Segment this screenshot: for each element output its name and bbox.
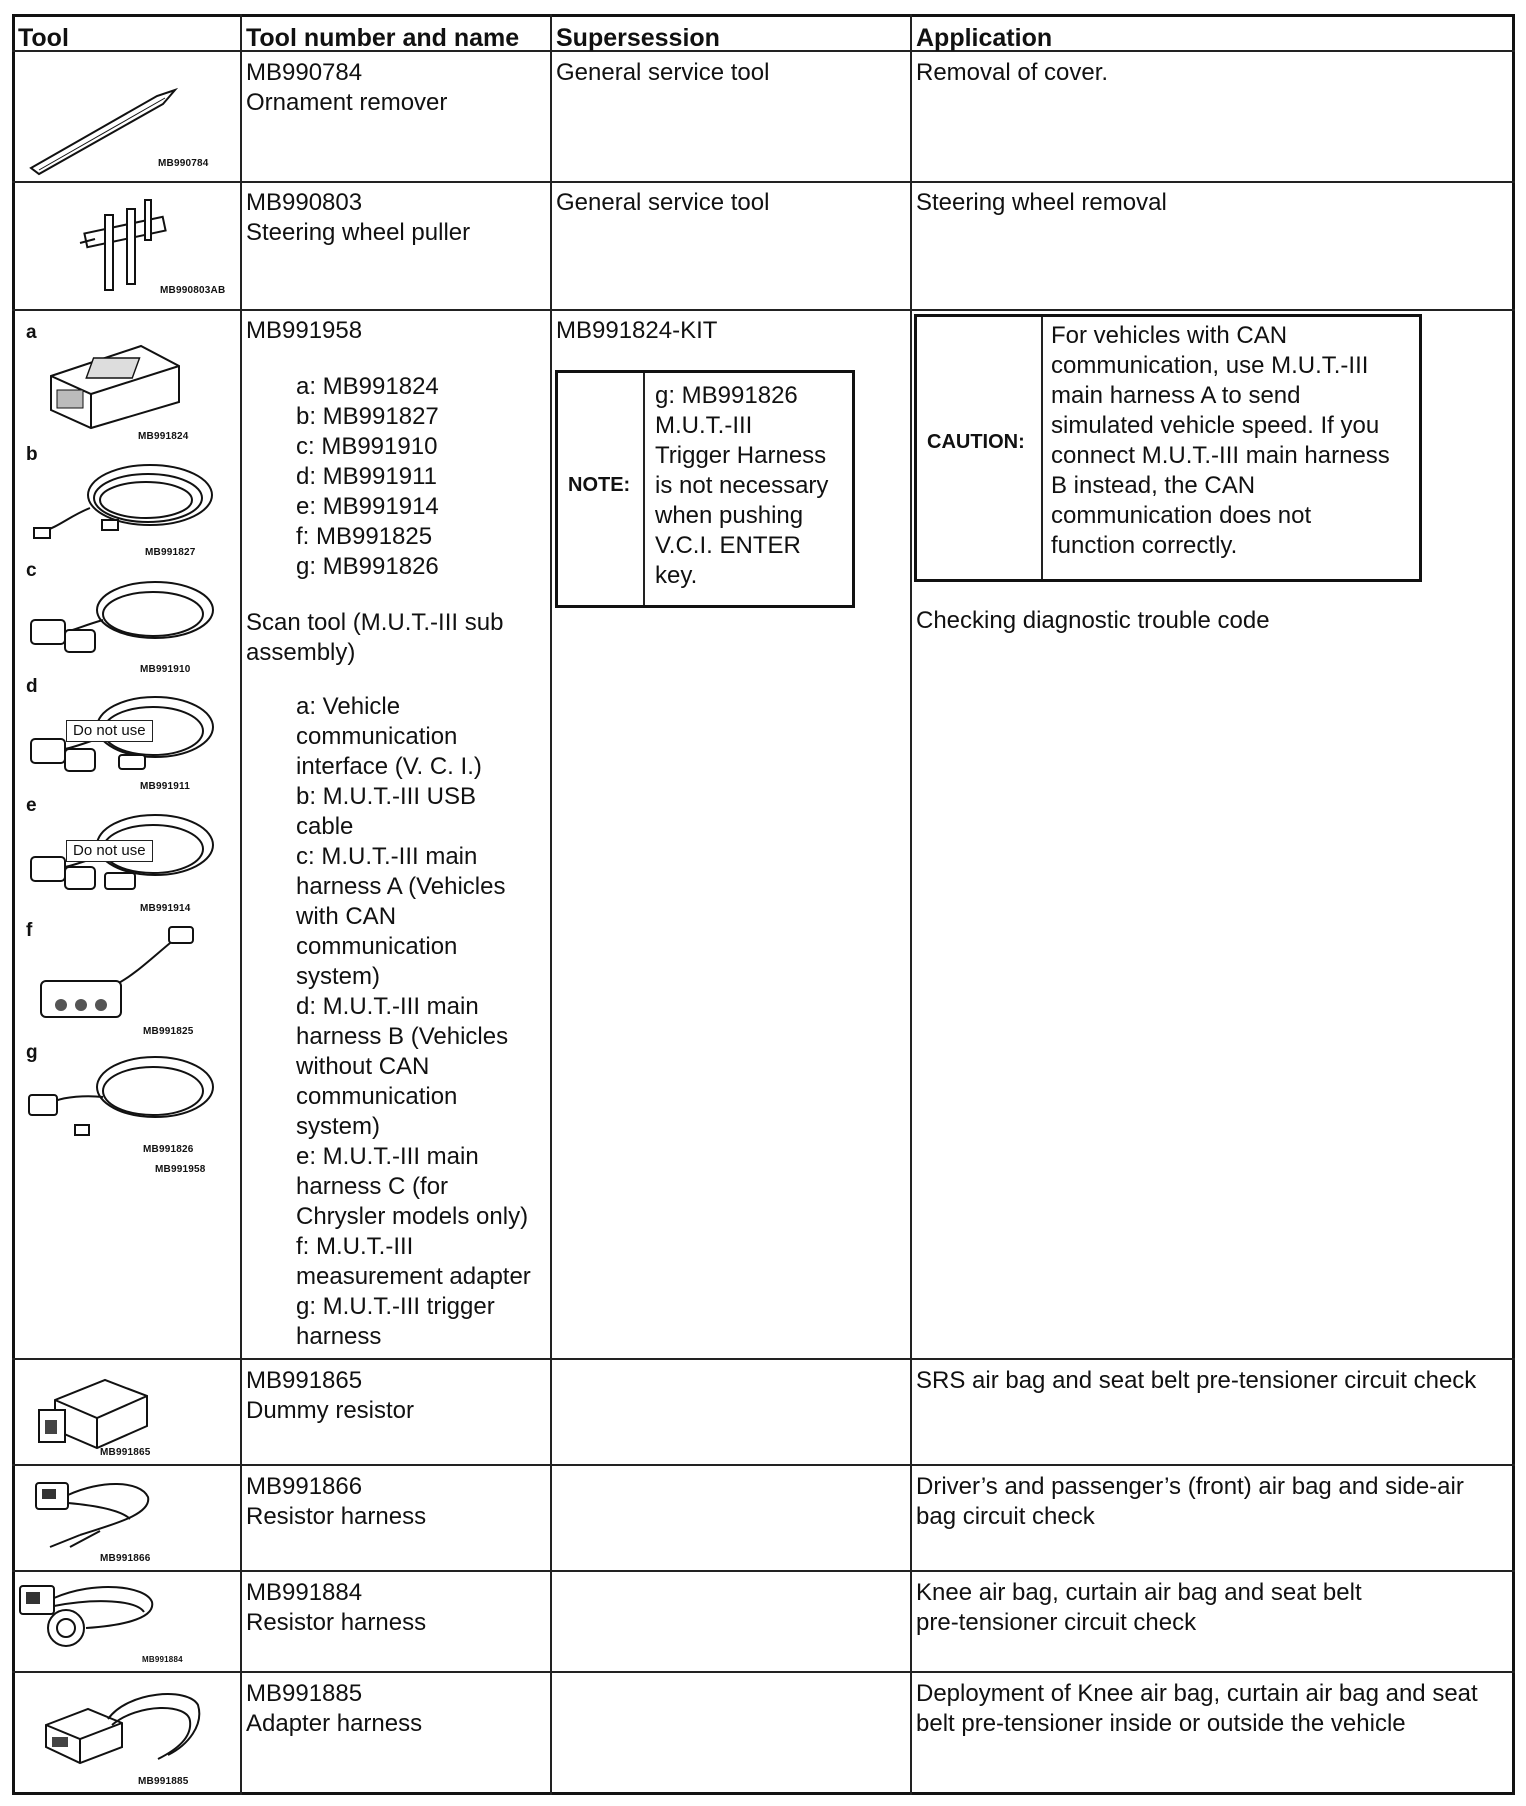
description-line: interface (V. C. I.)	[296, 753, 482, 780]
header-tool-number: Tool number and name	[246, 24, 520, 52]
note-divider	[643, 373, 645, 605]
adapter-harness-illustration	[38, 1685, 208, 1775]
tool-name: Dummy resistor	[246, 1397, 415, 1424]
tool-name: Steering wheel puller	[246, 219, 471, 246]
part-letter: a	[26, 322, 37, 343]
note-line: Trigger Harness	[655, 442, 827, 469]
description-line: e: M.U.T.-III main	[296, 1143, 479, 1170]
measurement-adapter-illustration	[35, 925, 205, 1025]
dummy-resistor-illustration	[35, 1370, 155, 1455]
note-label: NOTE:	[568, 474, 631, 496]
description-line: Chrysler models only)	[296, 1203, 529, 1230]
kit-descriptions	[296, 692, 531, 1352]
description-line: d: M.U.T.-III main	[296, 993, 479, 1020]
row-divider	[12, 1671, 1515, 1673]
description-line: communication	[296, 1083, 458, 1110]
tool-number: MB991885	[246, 1680, 363, 1707]
caution-line: connect M.U.T.-III main harness	[1051, 442, 1390, 469]
header-tool: Tool	[18, 24, 69, 52]
usb-cable-illustration	[30, 450, 215, 545]
kit-tool-number: MB991958	[246, 317, 363, 344]
caution-line: main harness A to send	[1051, 382, 1301, 409]
kit-component: d: MB991911	[296, 463, 437, 490]
supersession: General service tool	[556, 189, 770, 216]
tool-image-caption: MB990803AB	[160, 285, 226, 296]
description-line: communication	[296, 723, 458, 750]
part-letter: e	[26, 795, 37, 816]
description-line: with CAN	[296, 903, 397, 930]
header-application: Application	[916, 24, 1053, 52]
description-line: harness A (Vehicles	[296, 873, 506, 900]
description-line: system)	[296, 1113, 380, 1140]
description-line: b: M.U.T.-III USB	[296, 783, 477, 810]
kit-component: e: MB991914	[296, 493, 439, 520]
kit-component: c: MB991910	[296, 433, 438, 460]
description-line: g: M.U.T.-III trigger	[296, 1293, 495, 1320]
description-line: harness B (Vehicles	[296, 1023, 509, 1050]
description-line: harness C (for	[296, 1173, 449, 1200]
note-line: M.U.T.-III	[655, 412, 753, 439]
kit-components-list	[296, 372, 439, 582]
part-letter: b	[26, 444, 38, 465]
do-not-use-label: Do not use	[66, 720, 153, 742]
trigger-harness-illustration	[25, 1045, 215, 1140]
kit-component: g: MB991826	[296, 553, 439, 580]
application: SRS air bag and seat belt pre-tensioner circuit check	[916, 1367, 1477, 1394]
tool-number: MB990803	[246, 189, 363, 216]
resistor-harness-illustration	[16, 1576, 161, 1656]
application-line: pre-tensioner circuit check	[916, 1609, 1197, 1636]
tool-name: Resistor harness	[246, 1609, 427, 1636]
note-line: when pushing	[655, 502, 804, 529]
part-letter: d	[26, 676, 38, 697]
header-supersession: Supersession	[556, 24, 720, 52]
application-line: bag circuit check	[916, 1503, 1095, 1530]
kit-application: Checking diagnostic trouble code	[916, 607, 1270, 634]
caution-line: B instead, the CAN	[1051, 472, 1256, 499]
resistor-harness-illustration	[30, 1475, 160, 1555]
part-caption: MB991826	[143, 1144, 194, 1155]
part-caption: MB991914	[140, 903, 191, 914]
caution-line: communication, use M.U.T.-III	[1051, 352, 1369, 379]
caution-line: simulated vehicle speed. If you	[1051, 412, 1380, 439]
row-divider	[12, 1358, 1515, 1360]
caution-line: communication does not	[1051, 502, 1312, 529]
tool-image-caption: MB990784	[158, 158, 209, 169]
part-caption: MB991825	[143, 1026, 194, 1037]
column-divider	[910, 14, 912, 1795]
supersession: General service tool	[556, 59, 770, 86]
tool-name: Adapter harness	[246, 1710, 423, 1737]
description-line: a: Vehicle	[296, 693, 401, 720]
description-line: system)	[296, 963, 380, 990]
note-line: V.C.I. ENTER	[655, 532, 801, 559]
part-caption: MB991827	[145, 547, 196, 558]
part-caption: MB991911	[140, 781, 190, 792]
caution-divider	[1041, 317, 1043, 579]
tool-name: Ornament remover	[246, 89, 448, 116]
note-text	[655, 381, 828, 591]
description-line: f: M.U.T.-III	[296, 1233, 414, 1260]
caution-line: function correctly.	[1051, 532, 1238, 559]
description-line: harness	[296, 1323, 382, 1350]
tool-number: MB991884	[246, 1579, 363, 1606]
application-line: Driver’s and passenger’s (front) air bag and side-air	[916, 1473, 1464, 1500]
note-line: g: MB991826	[655, 382, 798, 409]
kit-image-caption: MB991958	[155, 1164, 206, 1175]
description-line: communication	[296, 933, 458, 960]
row-divider	[12, 181, 1515, 183]
row-divider	[12, 50, 1515, 52]
column-divider	[240, 14, 242, 1795]
tool-name: Resistor harness	[246, 1503, 427, 1530]
tool-number: MB991865	[246, 1367, 363, 1394]
description-line: c: M.U.T.-III main	[296, 843, 478, 870]
row-divider	[12, 1464, 1515, 1466]
note-box	[555, 370, 855, 608]
part-letter: g	[26, 1042, 38, 1063]
scan-tool-line: Scan tool (M.U.T.-III sub	[246, 609, 504, 636]
description-line: without CAN	[296, 1053, 430, 1080]
part-letter: c	[26, 560, 37, 581]
caution-box	[914, 314, 1422, 582]
part-letter: f	[26, 920, 33, 941]
kit-component: a: MB991824	[296, 373, 439, 400]
caution-text	[1051, 321, 1390, 561]
tool-number: MB991866	[246, 1473, 363, 1500]
kit-component: b: MB991827	[296, 403, 439, 430]
part-caption: MB991910	[140, 664, 191, 675]
note-line: is not necessary	[655, 472, 829, 499]
kit-component: f: MB991825	[296, 523, 433, 550]
scan-tool-title	[246, 608, 503, 668]
tool-image-caption: MB991866	[100, 1553, 151, 1564]
tool-image-caption: MB991885	[138, 1776, 189, 1787]
application: Steering wheel removal	[916, 189, 1167, 216]
note-line: key.	[655, 562, 698, 589]
caution-label: CAUTION:	[927, 431, 1025, 453]
tools-table	[12, 14, 1515, 1795]
application-line: Knee air bag, curtain air bag and seat belt	[916, 1579, 1362, 1606]
caution-line: For vehicles with CAN	[1051, 322, 1288, 349]
column-divider	[550, 14, 552, 1795]
row-divider	[12, 309, 1515, 311]
application: Removal of cover.	[916, 59, 1109, 86]
tool-number: MB990784	[246, 59, 363, 86]
main-harness-a-illustration	[25, 570, 215, 660]
vci-unit-illustration	[45, 332, 185, 432]
kit-supersession: MB991824-KIT	[556, 317, 718, 344]
do-not-use-label: Do not use	[66, 840, 153, 862]
row-divider	[12, 1570, 1515, 1572]
scan-tool-line: assembly)	[246, 639, 356, 666]
application-line: Deployment of Knee air bag, curtain air bag and seat	[916, 1680, 1478, 1707]
part-caption: MB991824	[138, 431, 189, 442]
description-line: cable	[296, 813, 354, 840]
tool-image-caption: MB991865	[100, 1447, 151, 1458]
description-line: measurement adapter	[296, 1263, 531, 1290]
tool-image-caption: MB991884	[142, 1655, 183, 1664]
application-line: belt pre-tensioner inside or outside the vehicle	[916, 1710, 1406, 1737]
